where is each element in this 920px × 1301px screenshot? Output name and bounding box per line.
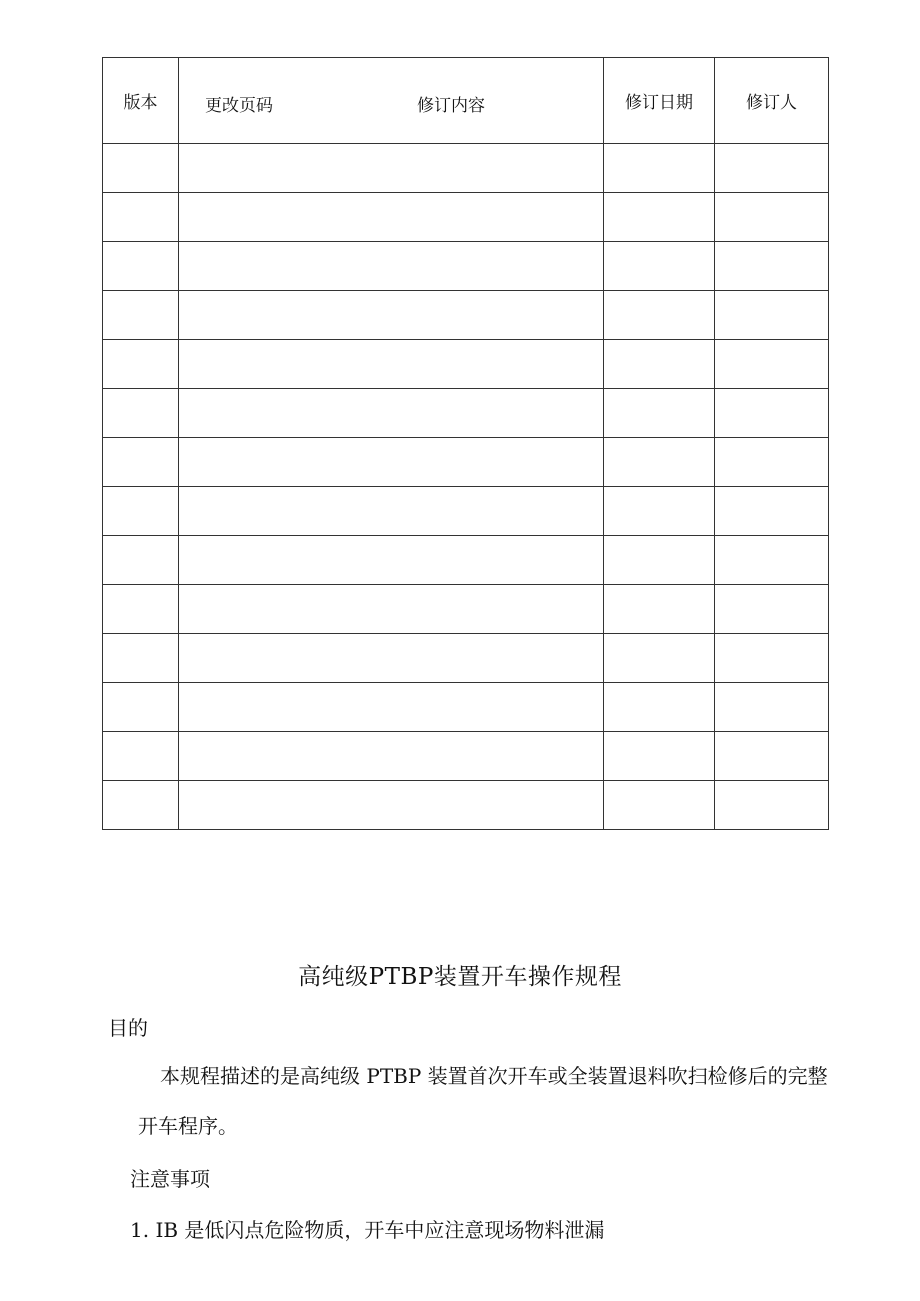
cell-date (604, 536, 715, 585)
revision-table-header-row (103, 58, 829, 144)
cell-version (103, 291, 179, 340)
header-page: 更改页码 (205, 96, 273, 116)
cell-content (179, 634, 604, 683)
cell-reviser (715, 389, 829, 438)
cell-version (103, 340, 179, 389)
table-row (103, 683, 829, 732)
cell-reviser (715, 242, 829, 291)
document-title: 高纯级PTBP装置开车操作规程 (298, 964, 622, 990)
cell-reviser (715, 487, 829, 536)
cell-date (604, 781, 715, 830)
table-row (103, 438, 829, 487)
table-row (103, 291, 829, 340)
table-row (103, 634, 829, 683)
header-page-content (179, 58, 604, 144)
table-row (103, 193, 829, 242)
cell-content (179, 242, 604, 291)
cell-date (604, 585, 715, 634)
cell-version (103, 585, 179, 634)
cell-version (103, 781, 179, 830)
cell-date (604, 291, 715, 340)
cell-version (103, 683, 179, 732)
cell-version (103, 389, 179, 438)
cell-content (179, 340, 604, 389)
cell-reviser (715, 536, 829, 585)
cell-reviser (715, 732, 829, 781)
cell-reviser (715, 683, 829, 732)
table-row (103, 536, 829, 585)
cell-version (103, 732, 179, 781)
purpose-text-line2: 开车程序。 (138, 1114, 238, 1138)
cell-version (103, 193, 179, 242)
cell-date (604, 487, 715, 536)
cell-reviser (715, 340, 829, 389)
cell-version (103, 144, 179, 193)
cell-date (604, 634, 715, 683)
cell-date (604, 242, 715, 291)
table-row (103, 732, 829, 781)
cell-reviser (715, 781, 829, 830)
purpose-heading: 目的 (108, 1016, 148, 1040)
cell-date (604, 438, 715, 487)
cell-reviser (715, 585, 829, 634)
cell-date (604, 732, 715, 781)
cell-content (179, 487, 604, 536)
cell-reviser (715, 438, 829, 487)
table-row (103, 487, 829, 536)
note-item-1: 1. IB 是低闪点危险物质，开车中应注意现场物料泄漏 (130, 1218, 605, 1242)
table-row (103, 585, 829, 634)
cell-reviser (715, 291, 829, 340)
cell-version (103, 634, 179, 683)
cell-content (179, 683, 604, 732)
header-version: 版本 (103, 58, 179, 144)
notes-heading: 注意事项 (130, 1167, 210, 1191)
cell-date (604, 389, 715, 438)
table-row (103, 781, 829, 830)
revision-table-body (103, 144, 829, 830)
cell-date (604, 340, 715, 389)
cell-reviser (715, 193, 829, 242)
cell-version (103, 536, 179, 585)
cell-date (604, 144, 715, 193)
cell-content (179, 389, 604, 438)
table-row (103, 144, 829, 193)
cell-reviser (715, 634, 829, 683)
cell-content (179, 536, 604, 585)
cell-content (179, 291, 604, 340)
purpose-text-line1: 本规程描述的是高纯级 PTBP 装置首次开车或全装置退料吹扫检修后的完整 (160, 1064, 828, 1088)
table-row (103, 242, 829, 291)
header-date: 修订日期 (604, 58, 715, 144)
cell-version (103, 242, 179, 291)
header-reviser: 修订人 (715, 58, 829, 144)
cell-date (604, 683, 715, 732)
header-content: 修订内容 (417, 96, 485, 116)
cell-content (179, 438, 604, 487)
table-row (103, 340, 829, 389)
table-row (103, 389, 829, 438)
cell-version (103, 487, 179, 536)
cell-content (179, 781, 604, 830)
cell-content (179, 732, 604, 781)
cell-version (103, 438, 179, 487)
cell-date (604, 193, 715, 242)
cell-reviser (715, 144, 829, 193)
cell-content (179, 193, 604, 242)
revision-table (102, 57, 829, 830)
cell-content (179, 144, 604, 193)
cell-content (179, 585, 604, 634)
